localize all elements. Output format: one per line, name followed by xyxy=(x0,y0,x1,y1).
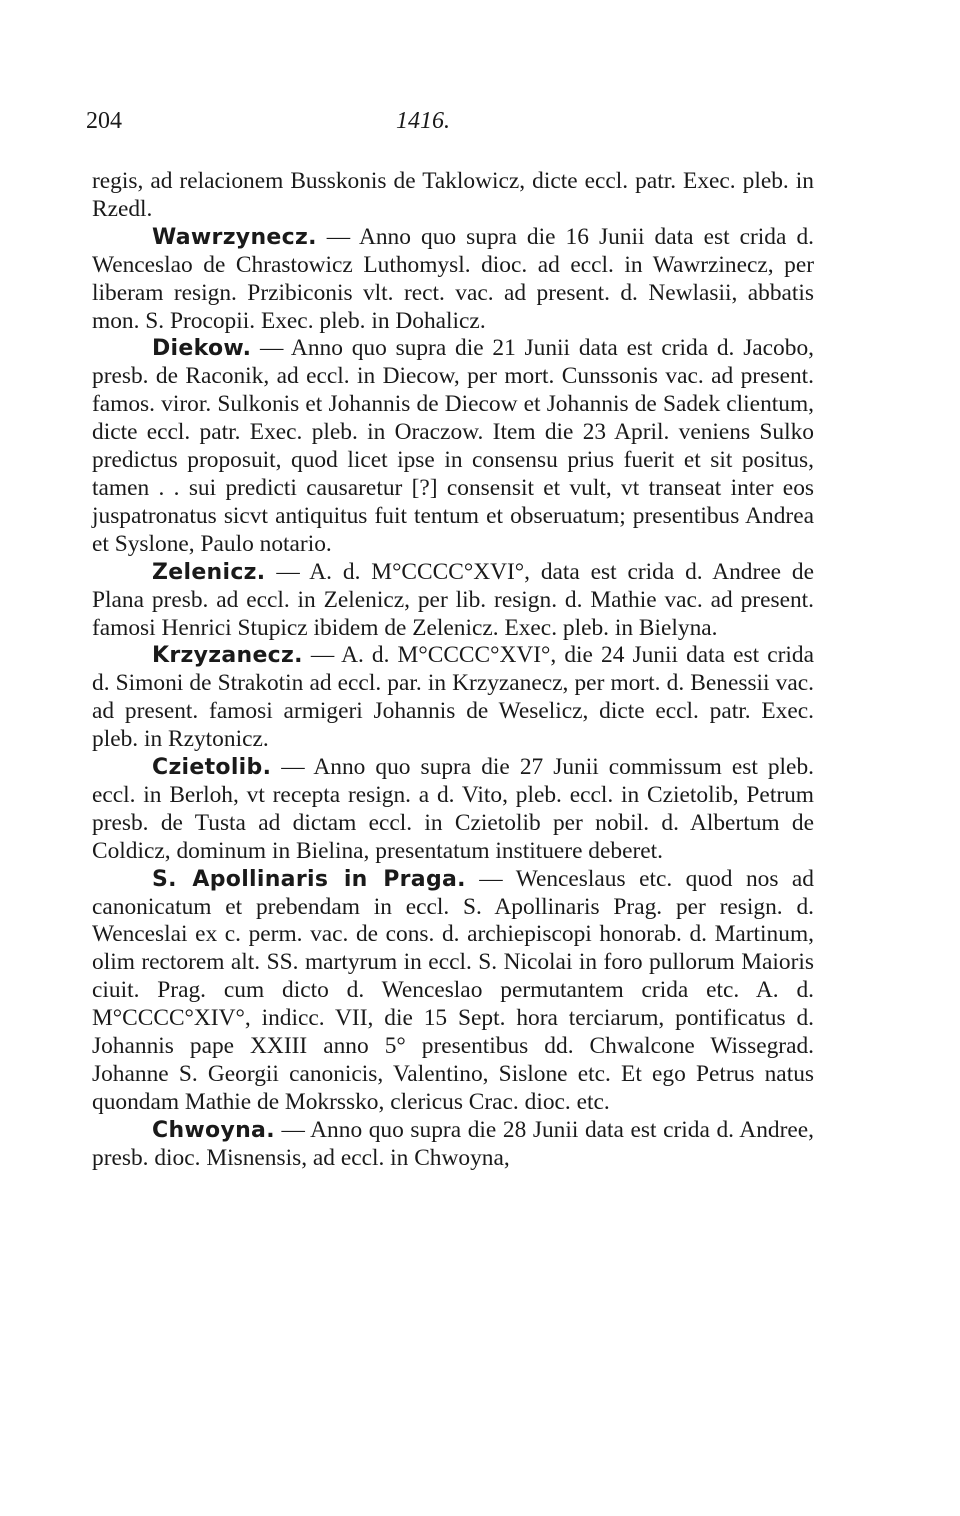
entry-wawrzynecz xyxy=(92,224,814,336)
entry-text: — A. d. M°CCCC°XVI°, data est crida d. Andree de Plana presb. ad eccl. in Zelenicz, per lib. resign. d. Mathie vac. ad present. famosi Henrici Stupicz ibidem de Zelenicz. Exec. pleb. in Bielyna. xyxy=(92,558,814,641)
entry-text: — Anno quo supra die 28 Junii data est crida d. Andree, presb. dioc. Misnensis, ad eccl. in Chwoyna, xyxy=(92,1116,814,1171)
page-header xyxy=(86,108,806,142)
entry-text: — A. d. M°CCCC°XVI°, die 24 Junii data est crida d. Simoni de Strakotin ad eccl. par. in Krzyzanecz, per mort. d. Benessii vac. ad present. famosi armigeri Johannis de Weselicz, dicte eccl. patr. Exec. pleb. in Rzytonicz. xyxy=(92,642,814,753)
document-body xyxy=(92,168,814,1173)
entry-zelenicz xyxy=(92,559,814,643)
entry-text: — Anno quo supra die 27 Junii commissum est pleb. eccl. in Berloh, vt recepta resign. a d. Vito, pleb. eccl. in Czietolib, Petrum presb. de Tusta ad dictam eccl. in Czietolib per nobil. d. Albertum de Coldicz, dominum in Bielina, presentatum instituere deberet. xyxy=(92,754,814,864)
entry-text: regis, ad relacionem Busskonis de Taklowicz, dicte eccl. patr. Exec. pleb. in Rzedl. xyxy=(92,168,814,222)
entry-heading: Zelenicz. xyxy=(152,559,266,585)
entry-diekow xyxy=(92,335,814,558)
entry-chwoyna xyxy=(92,1117,814,1173)
entry-text: — Anno quo supra die 16 Junii data est crida d. Wenceslao de Chrastowicz Luthomysl. dioc. ad eccl. in Wawrzinecz, per liberam resign. Przibiconis vlt. rect. vac. ad present. d. Newlasii, abbatis mon. S. Procopii. Exec. pleb. in Dohalicz. xyxy=(92,223,814,334)
entry-heading: Krzyzanecz. xyxy=(152,643,303,669)
entry-heading: Diekow. xyxy=(152,336,252,362)
entry-heading: Wawrzynecz. xyxy=(152,224,317,250)
entry-text: — Anno quo supra die 21 Junii data est crida d. Jacobo, presb. de Raconik, ad eccl. in Diecow, per mort. Cunssonis vac. ad present. famos. viror. Sulkonis et Johannis de Diecow et Johannis de Sadek clientum, dicte eccl. patr. Exec. pleb. in Oraczow. Item die 23 April. veniens Sulko predictus proposuit, quod licet ipse in consensu prius fuerit et sit positus, tamen . . sui predicti causaretur [?] consensit et vult, vt transeat inter eos juspatronatus sicvt antiquitus fuit tentum et obseruatum; presentibus Andrea et Syslone, Paulo notario. xyxy=(92,335,814,557)
entry-text: — Wenceslaus etc. quod nos ad canonicatum et prebendam in eccl. S. Apollinaris Prag. per resign. d. Wenceslai ex c. perm. vac. de cons. d. archiepiscopi honorab. d. Martinum, olim rectorem alt. SS. martyrum in eccl. S. Nicolai in foro pullorum Maioris ciuit. Prag. cum dicto d. Wenceslao permutantem crida etc. A. d. M°CCCC°XIV°, indicc. VII, die 15 Sept. hora terciarum, pontificatus d. Johannis pape XXIII anno 5° presentibus dd. Chwalcone Wissegrad. Johanne S. Georgii canonicis, Valentino, Sislone etc. Et ego Petrus natus quondam Mathie de Mokrssko, clericus Crac. dioc. etc. xyxy=(92,865,815,1115)
entry-continuation xyxy=(92,168,814,224)
running-header-year: 1416. xyxy=(396,108,450,134)
page-number: 204 xyxy=(86,108,122,134)
entry-heading: S. Apollinaris in Praga. xyxy=(152,866,466,892)
entry-s-apollinaris xyxy=(92,866,814,1117)
entry-czietolib xyxy=(92,754,814,866)
entry-heading: Czietolib. xyxy=(152,755,272,781)
entry-krzyzanecz xyxy=(92,642,814,754)
entry-heading: Chwoyna. xyxy=(152,1117,275,1143)
